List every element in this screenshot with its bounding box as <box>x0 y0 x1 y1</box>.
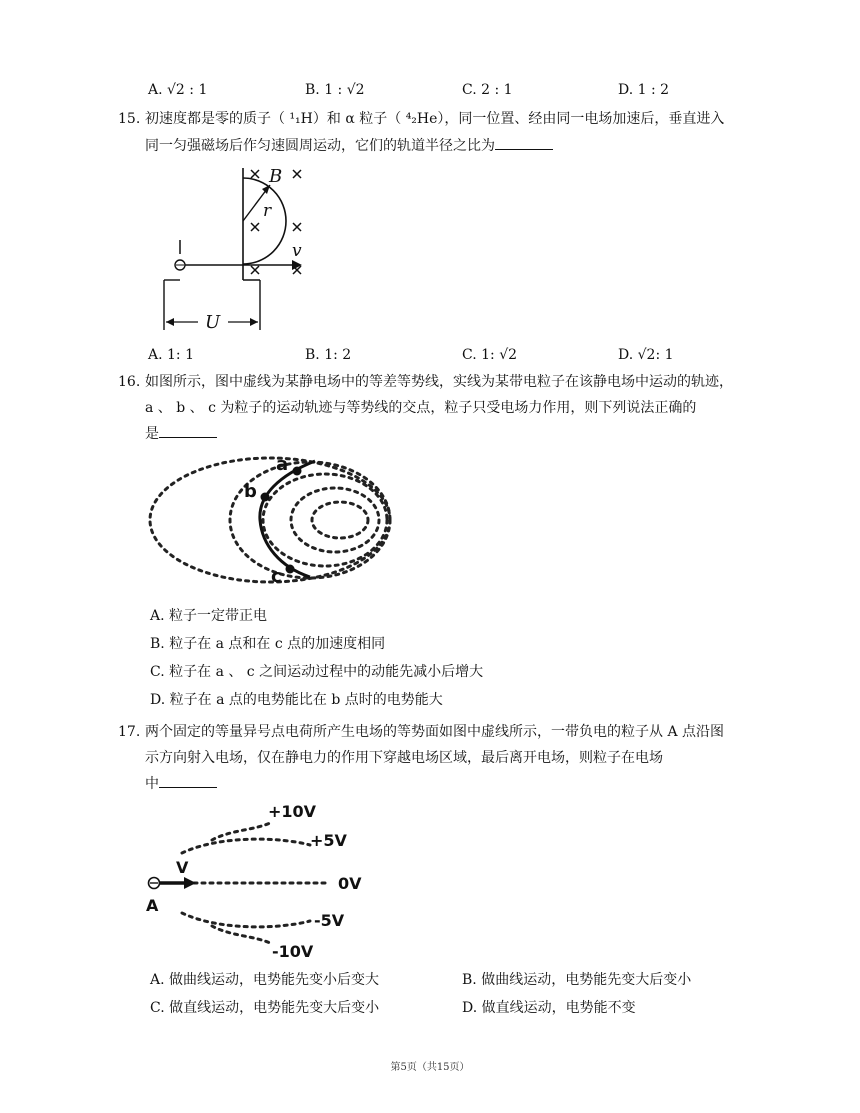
q16-label-a: a <box>276 454 289 475</box>
q15-number: 15. <box>118 111 141 127</box>
q16-text-line1: 如图所示，图中虚线为某静电场中的等差等势线，实线为某带电粒子在该静电场中运动的轨迹， <box>145 374 733 390</box>
q15-figure <box>150 160 320 336</box>
q16-point-b <box>261 493 270 502</box>
q17-option-a: A. 做曲线运动，电势能先变小后变大 <box>150 972 380 988</box>
q17-label-m5: -5V <box>314 911 345 930</box>
q14-option-c: C. 2 : 1 <box>462 82 513 98</box>
q16-text-line2: a 、 b 、 c 为粒子的运动轨迹与等势线的交点，粒子只受电场力作用，则下列说法正确的 <box>145 400 697 416</box>
q16-label-c: c <box>271 566 282 587</box>
q15-label-u: U <box>205 312 221 333</box>
q15-option-b: B. 1: 2 <box>305 347 352 363</box>
q16-figure <box>140 445 400 595</box>
q16-option-d: D. 粒子在 a 点的电势能比在 b 点时的电势能大 <box>150 692 443 708</box>
q16-answer-blank <box>159 423 217 438</box>
q15-option-d: D. √2: 1 <box>618 347 674 363</box>
q14-option-b: B. 1 : √2 <box>305 82 365 98</box>
page-footer: 第5页（共15页） <box>390 1062 470 1073</box>
q17-label-p5: +5V <box>310 831 347 850</box>
q17-option-d: D. 做直线运动，电势能不变 <box>462 1000 636 1016</box>
q15-option-a: A. 1: 1 <box>148 347 194 363</box>
q15-answer-blank <box>495 135 553 150</box>
q17-label-0v: 0V <box>338 874 362 893</box>
q15-text-line1: 初速度都是零的质子（ ¹₁H）和 α 粒子（ ⁴₂He），同一位置、经由同一电场加速后，垂直进入 <box>145 111 725 127</box>
q16-label-b: b <box>244 481 257 502</box>
q16-text-line3 <box>145 423 217 444</box>
q16-option-c: C. 粒子在 a 、 c 之间运动过程中的动能先减小后增大 <box>150 664 484 680</box>
q15-text-line2-content: 同一匀强磁场后作匀速圆周运动，它们的轨道半径之比为 <box>145 138 495 154</box>
q17-answer-blank <box>159 773 217 788</box>
q17-option-b: B. 做曲线运动，电势能先变大后变小 <box>462 972 692 988</box>
q16-point-a <box>293 467 302 476</box>
q17-text-line2: 示方向射入电场，仅在静电力的作用下穿越电场区域，最后离开电场，则粒子在电场 <box>145 750 663 766</box>
q16-option-b: B. 粒子在 a 点和在 c 点的加速度相同 <box>150 636 386 652</box>
q15-label-b: B <box>269 166 283 187</box>
q15-text-line2 <box>145 135 553 156</box>
q17-text-line1: 两个固定的等量异号点电荷所产生电场的等势面如图中虚线所示，一带负电的粒子从 A 点沿图 <box>145 724 725 740</box>
q16-option-a: A. 粒子一定带正电 <box>150 608 268 624</box>
q16-text-line3-content: 是 <box>145 426 159 442</box>
q16-number: 16. <box>118 374 141 390</box>
q17-option-c: C. 做直线运动，电势能先变大后变小 <box>150 1000 380 1016</box>
q15-label-v: v <box>292 241 302 261</box>
q16-point-c <box>286 565 295 574</box>
q17-number: 17. <box>118 724 141 740</box>
q17-label-p10: +10V <box>268 802 317 821</box>
q14-option-a: A. √2 : 1 <box>148 82 208 98</box>
q15-option-c: C. 1: √2 <box>462 347 518 363</box>
q17-figure <box>140 795 380 965</box>
q14-option-d: D. 1 : 2 <box>618 82 670 98</box>
q17-label-m10: -10V <box>272 942 314 961</box>
q17-label-a: A <box>146 896 159 915</box>
q15-label-r: r <box>263 201 272 221</box>
q17-text-line3-content: 中 <box>145 776 159 792</box>
q17-text-line3 <box>145 773 217 794</box>
q17-label-v: V <box>176 858 189 877</box>
